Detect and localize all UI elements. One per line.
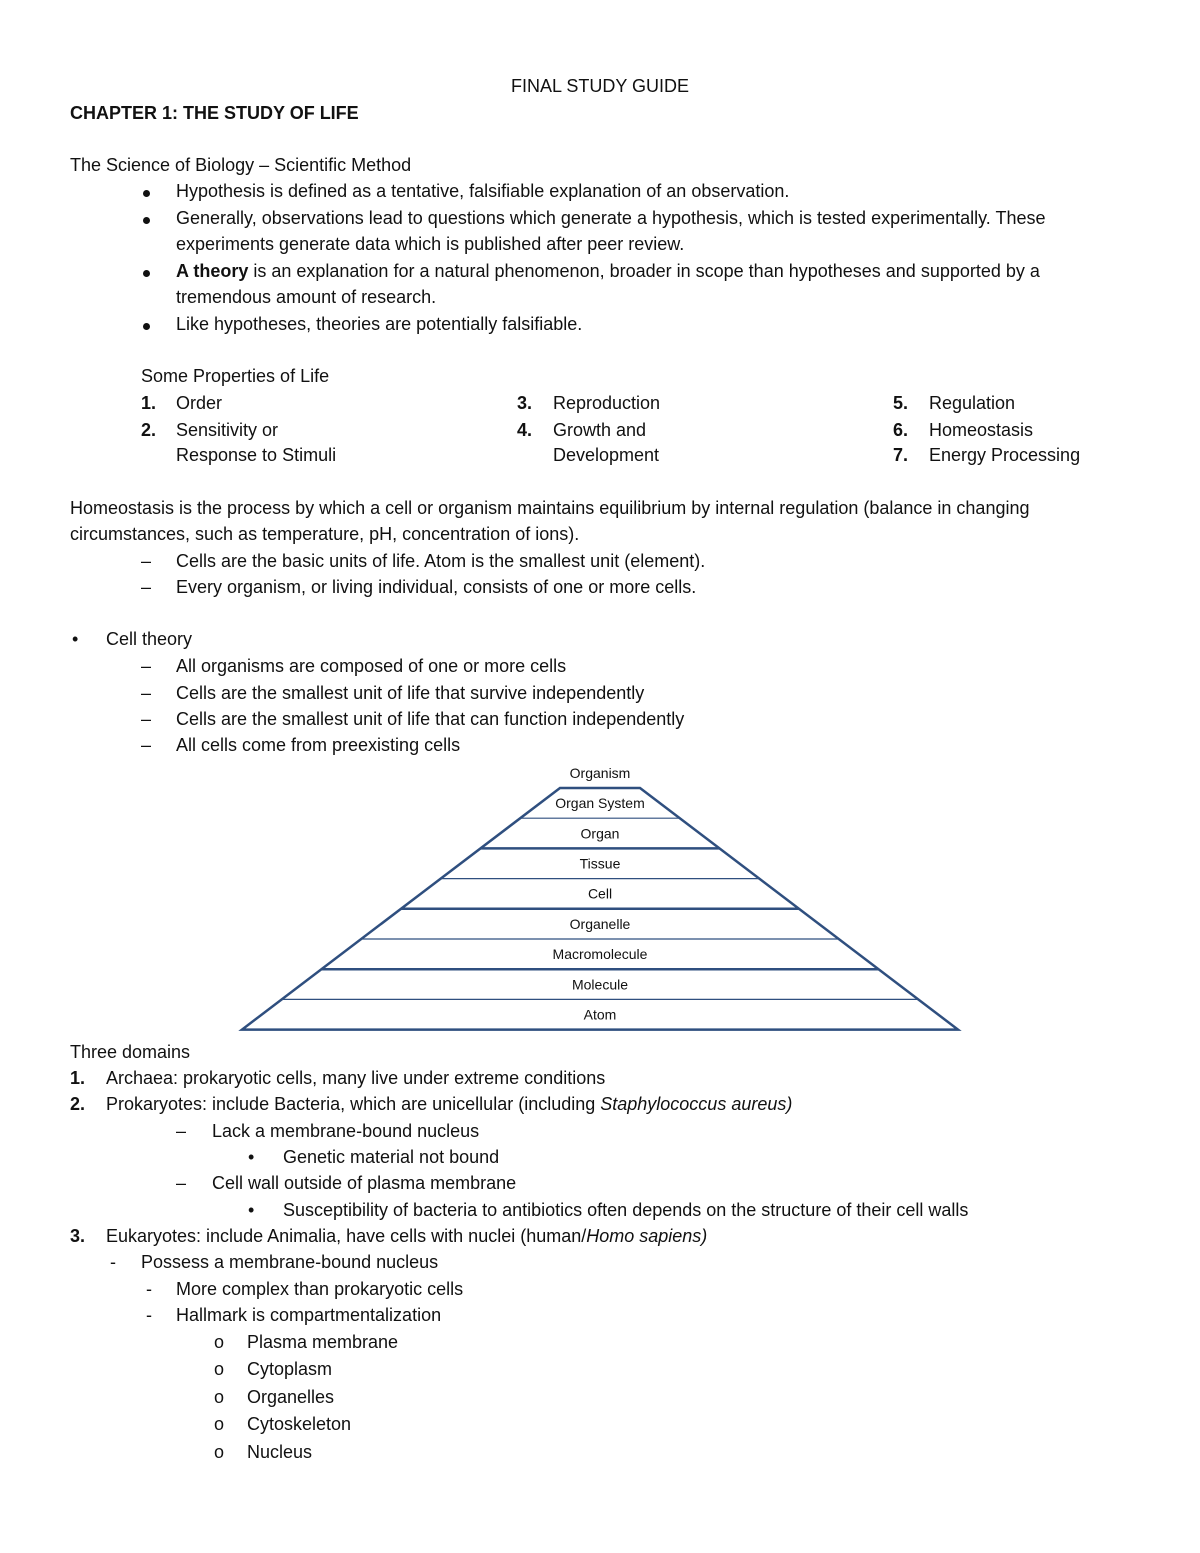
dash-icon: – [141,735,152,755]
hyphen-icon: - [146,1305,152,1325]
bullet-icon [143,313,150,335]
dash-icon: – [141,709,152,729]
compartment-item: Nucleus [247,1442,313,1462]
hypothesis-bullet: Hypothesis is defined as a tentative, falsifiable explanation of an observation. [176,181,790,201]
observations-bullet-line1: Generally, observations lead to questions which generate a hypothesis, which is tested experimentally. These [176,208,1046,228]
property-number: 7. [893,445,909,465]
circle-bullet-icon: o [214,1359,225,1379]
properties-heading: Some Properties of Life [141,366,330,386]
cell-theory-item: Cells are the smallest unit of life that can function independently [176,709,685,729]
property-number: 4. [517,420,533,440]
species-name: Homo sapiens) [586,1226,708,1246]
eukaryote-sub-item: More complex than prokaryotic cells [176,1279,464,1299]
prokaryote-sub-bullet: Genetic material not bound [283,1147,500,1167]
pyramid-level-label: Organ [580,825,620,842]
compartment-item: Plasma membrane [247,1332,399,1352]
property-item-cont: Response to Stimuli [176,445,337,465]
pyramid-level-label: Atom [583,1006,617,1023]
bullet-icon [143,180,150,202]
document-title: FINAL STUDY GUIDE [510,76,690,96]
domain-number: 2. [70,1094,86,1114]
science-heading: The Science of Biology – Scientific Method [70,155,412,175]
homeostasis-dash1: Cells are the basic units of life. Atom is the smallest unit (element). [176,551,706,571]
bullet-icon: • [72,629,79,649]
compartment-item: Cytoskeleton [247,1414,352,1434]
property-item: Homeostasis [929,420,1034,440]
cell-theory-label: Cell theory [106,629,193,649]
circle-bullet-icon: o [214,1332,225,1352]
property-item: Order [176,393,223,413]
property-item: Growth and [553,420,647,440]
pyramid-level-label: Organ System [555,795,645,812]
organization-pyramid-diagram [0,758,1200,1038]
property-item: Regulation [929,393,1016,413]
pyramid-level-label: Organism [569,765,631,781]
bullet-icon [143,207,150,229]
dash-icon: – [176,1121,187,1141]
dash-icon: – [176,1173,187,1193]
hyphen-icon: - [110,1252,116,1272]
dash-icon: – [141,656,152,676]
property-number: 5. [893,393,909,413]
eukaryote-sub-item: Possess a membrane-bound nucleus [141,1252,439,1272]
falsifiable-bullet: Like hypotheses, theories are potentially falsifiable. [176,314,583,334]
pyramid-level-label: Molecule [571,976,629,993]
theory-term: A theory [176,261,249,281]
property-number: 6. [893,420,909,440]
pyramid-level-label: Tissue [579,855,621,872]
cell-theory-item: All organisms are composed of one or more cells [176,656,567,676]
property-item: Energy Processing [929,445,1081,465]
species-name: Staphylococcus aureus) [600,1094,793,1114]
prokaryote-sub-bullet: Susceptibility of bacteria to antibiotics often depends on the structure of their cell walls [283,1200,969,1220]
observations-bullet-line2: experiments generate data which is published after peer review. [176,234,685,254]
hyphen-icon: - [146,1279,152,1299]
bullet-icon: • [248,1147,255,1167]
theory-bullet-line1: A theory is an explanation for a natural phenomenon, broader in scope than hypotheses and supported by a [176,261,1040,281]
property-item-cont: Development [553,445,660,465]
domains-heading: Three domains [70,1042,191,1062]
bullet-icon: • [248,1200,255,1220]
compartment-item: Organelles [247,1387,335,1407]
property-item: Sensitivity or [176,420,279,440]
theory-bullet-line2: tremendous amount of research. [176,287,437,307]
circle-bullet-icon: o [214,1414,225,1434]
dash-icon: – [141,577,152,597]
cell-theory-item: All cells come from preexisting cells [176,735,461,755]
circle-bullet-icon: o [214,1442,225,1462]
domain-number: 1. [70,1068,86,1088]
property-number: 3. [517,393,533,413]
compartment-item: Cytoplasm [247,1359,333,1379]
domain-eukaryotes: Eukaryotes: include Animalia, have cells with nuclei (human/Homo sapiens) [106,1226,708,1246]
chapter-heading: CHAPTER 1: THE STUDY OF LIFE [70,103,359,123]
eukaryote-sub-item: Hallmark is compartmentalization [176,1305,442,1325]
prokaryote-sub-item: Lack a membrane-bound nucleus [212,1121,480,1141]
domain-archaea: Archaea: prokaryotic cells, many live under extreme conditions [106,1068,606,1088]
prokaryote-sub-item: Cell wall outside of plasma membrane [212,1173,517,1193]
property-number: 2. [141,420,157,440]
property-item: Reproduction [553,393,661,413]
homeostasis-line2: circumstances, such as temperature, pH, concentration of ions). [70,524,580,544]
property-number: 1. [141,393,157,413]
homeostasis-line1: Homeostasis is the process by which a cell or organism maintains equilibrium by internal regulation (balance in changing [70,498,1030,518]
bullet-icon [143,260,150,282]
homeostasis-dash2: Every organism, or living individual, consists of one or more cells. [176,577,697,597]
dash-icon: – [141,551,152,571]
circle-bullet-icon: o [214,1387,225,1407]
domain-prokaryotes: Prokaryotes: include Bacteria, which are unicellular (including Staphylococcus aureus) [106,1094,793,1114]
pyramid-level-label: Organelle [569,915,631,932]
pyramid-level-label: Cell [587,885,613,902]
pyramid-level-label: Macromolecule [552,946,648,963]
cell-theory-item: Cells are the smallest unit of life that survive independently [176,683,645,703]
domain-number: 3. [70,1226,86,1246]
dash-icon: – [141,683,152,703]
